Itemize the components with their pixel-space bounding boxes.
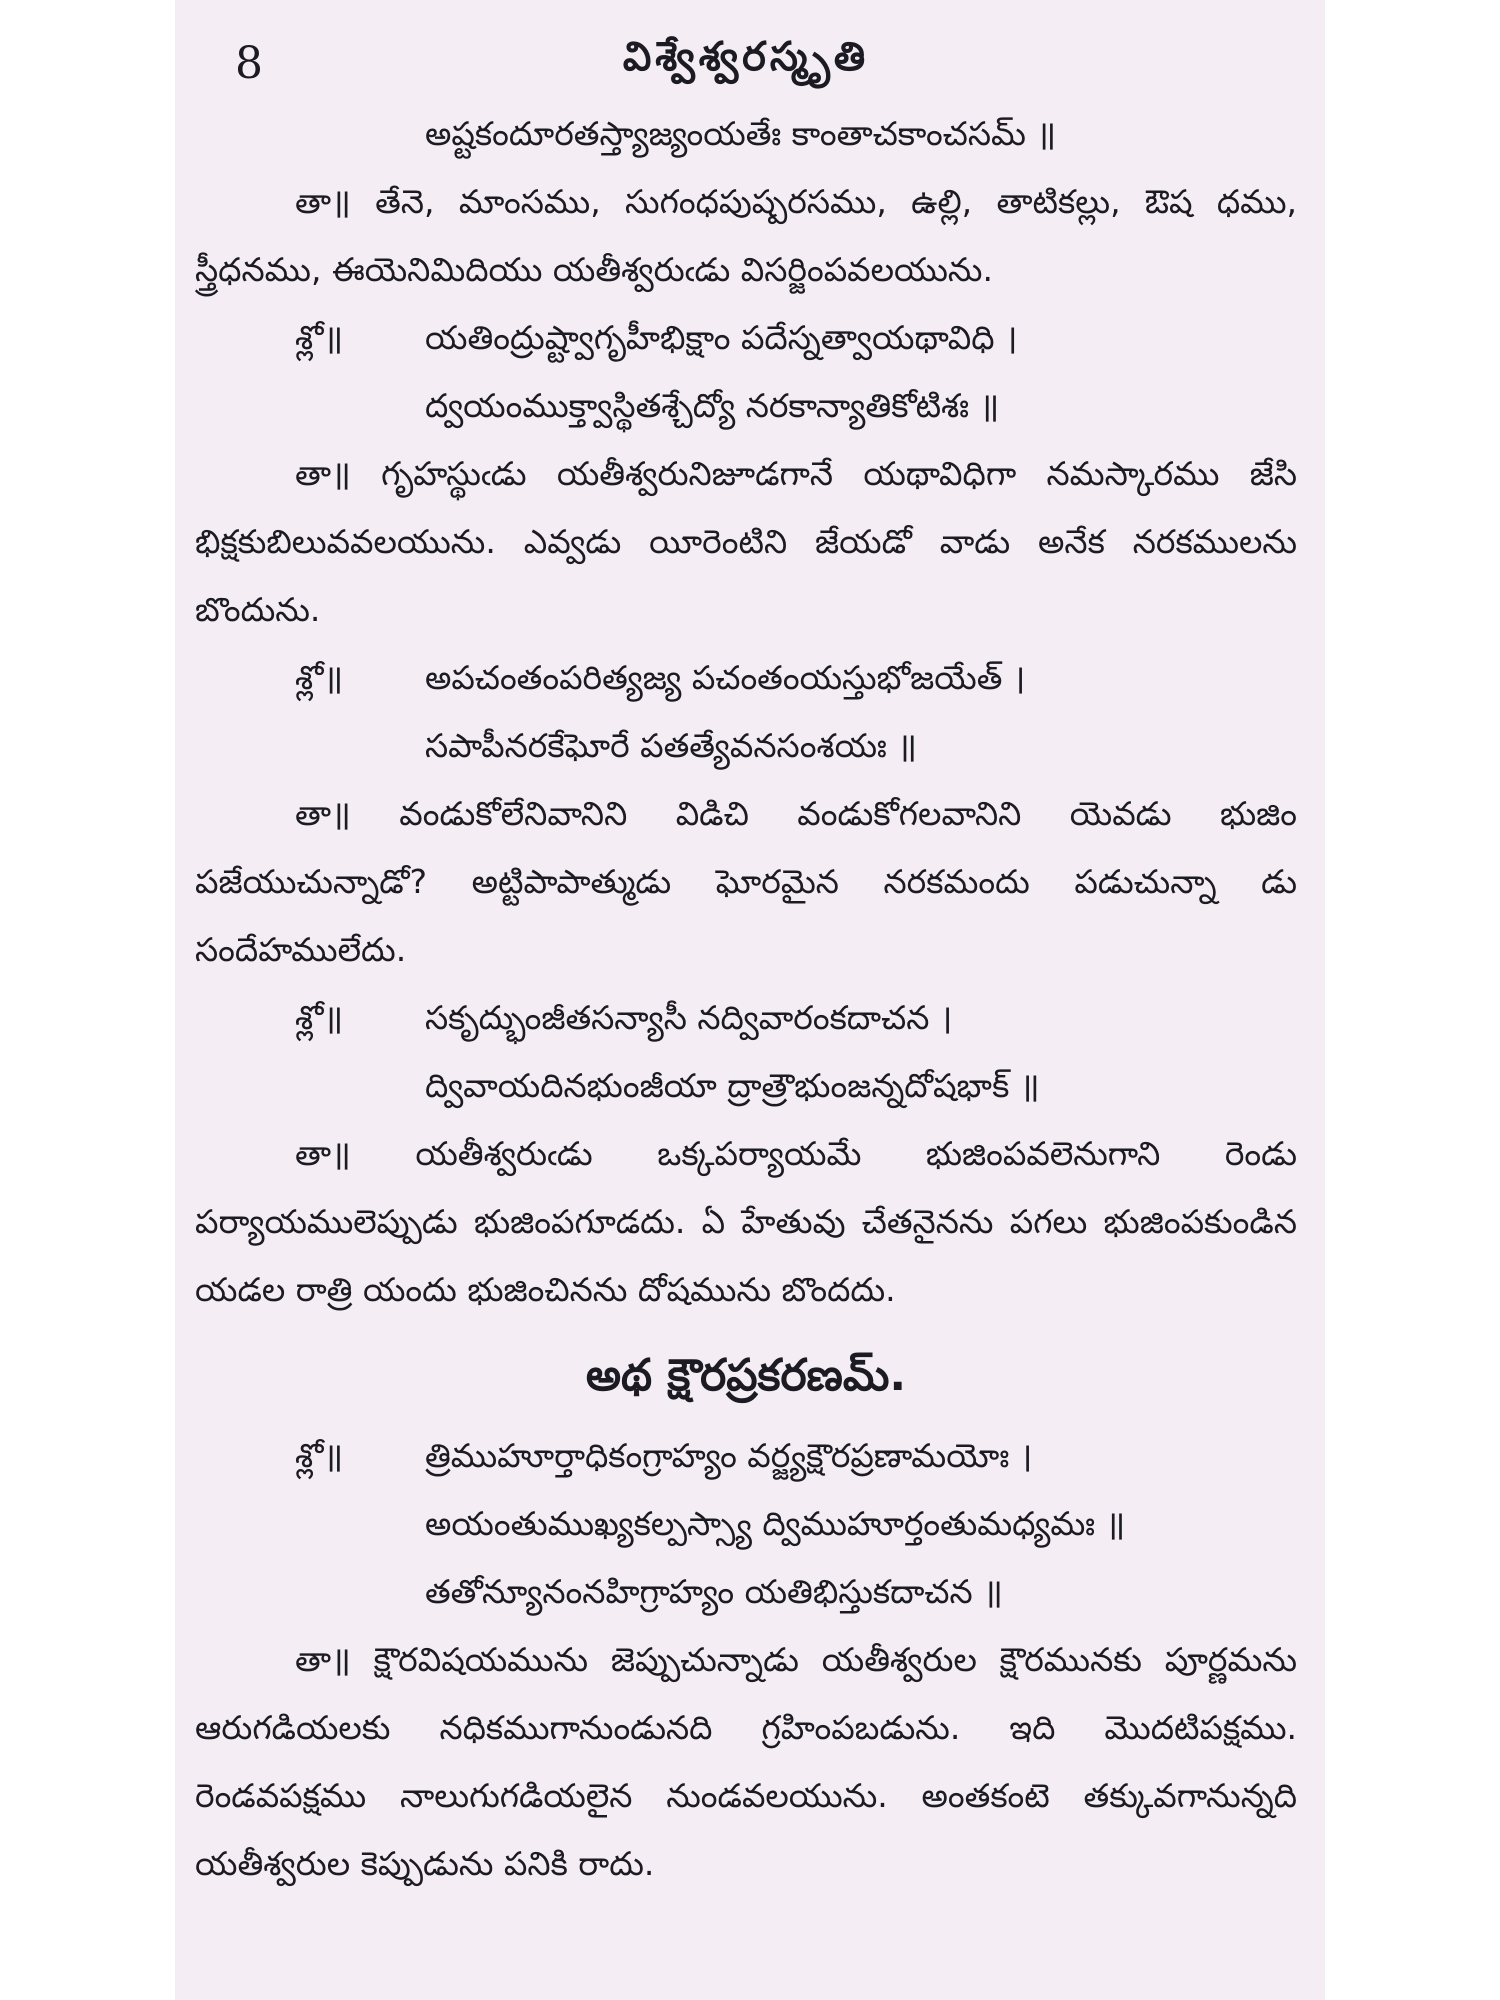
- meaning-paragraph: తా॥ క్షౌరవిషయమును జెప్పుచున్నాడు యతీశ్వరుల క్షౌరమునకు పూర్ణమను ఆరుగడియలకు నధికముగానుండునది గ్రహింపబడును. ఇది మొదటిపక్షము. రెండవపక్షము నాలుగుగడియలైన నుండవలయును. అంతకంటె తక్కువగానున్నది యతీశ్వరుల కెప్పుడును పనికి రాదు.: [195, 1640, 1297, 1883]
- sloka-line: [195, 1052, 1297, 1120]
- sloka-line: [195, 372, 1297, 440]
- sloka-block: [195, 304, 1297, 440]
- sloka-marker: శ్లో॥: [295, 318, 344, 357]
- meaning-paragraph: తా॥ వండుకోలేనివానిని విడిచి వండుకోగలవానిని యెవడు భుజిం పజేయుచున్నాడో? అట్టిపాపాత్ముడు ఘోరమైన నరకమందు పడుచున్నా డు సందేహములేదు.: [195, 794, 1297, 969]
- meaning-paragraph: తా॥ గృహస్థుఁడు యతీశ్వరునిజూడగానే యథావిధిగా నమస్కారము జేసి భిక్షకుబిలువవలయును. ఎవ్వడు యీరెంటిని జేయడో వాడు అనేక నరకములను బొందును.: [195, 454, 1297, 629]
- section-title: అథ క్షౌరప్రకరణమ్.: [585, 1350, 907, 1401]
- sloka-text: యతింద్రుష్ట్వాగృహీభిక్షాం పదేస్నత్వాయథావిధి ।: [425, 318, 1018, 357]
- sloka-block: [195, 984, 1297, 1120]
- sloka-line: [195, 712, 1297, 780]
- sloka-text: అయంతుముఖ్యకల్పస్స్యా ద్విముహూర్తంతుమధ్యమః ॥: [425, 1504, 1126, 1543]
- sloka-line: [195, 100, 1297, 168]
- sloka-block: [195, 100, 1297, 168]
- sloka-marker: శ్లో॥: [295, 1436, 344, 1475]
- meaning-paragraph: తా॥ యతీశ్వరుఁడు ఒక్కపర్యాయమే భుజింపవలెనుగాని రెండు పర్యాయములెప్పుడు భుజింపగూడదు. ఏ హేతువు చేతనైనను పగలు భుజింపకుండిన యడల రాత్రి యందు భుజించినను దోషమును బొందదు.: [195, 1134, 1297, 1309]
- sloka-text: ద్వివాయదినభుంజీయా ద్రాత్రౌభుంజన్నదోషభాక్ ॥: [425, 1066, 1040, 1105]
- page-number: 8: [235, 38, 263, 89]
- sloka-text: అపచంతంపరిత్యజ్య పచంతంయస్తుభోజయేత్ ।: [425, 658, 1026, 697]
- sloka-marker: శ్లో॥: [295, 658, 344, 697]
- sloka-line: [195, 644, 1297, 712]
- meaning-paragraph: తా॥ తేనె, మాంసము, సుగంధపుష్పరసము, ఉల్లి, తాటికల్లు, ఔష ధము, స్త్రీధనము, ఈయెనిమిదియు యతీశ్వరుఁడు విసర్జింపవలయును.: [195, 182, 1297, 289]
- running-title: విశ్వేశ్వరస్మృతి: [622, 34, 870, 80]
- sloka-text: ద్వయంముక్త్వాస్థితశ్చేద్యో నరకాన్యాతికోటిశః ॥: [425, 386, 1000, 425]
- book-page: [175, 0, 1325, 2000]
- sloka-text: తతోన్యూనంనహిగ్రాహ్యం యతిభిస్తుకదాచన ॥: [425, 1572, 1003, 1611]
- sloka-block: [195, 1422, 1297, 1626]
- sloka-line: [195, 984, 1297, 1052]
- page-body: [195, 100, 1297, 1898]
- sloka-line: [195, 1558, 1297, 1626]
- sloka-text: సపాపీనరకేఘోరే పతత్యేవనసంశయః ॥: [425, 726, 918, 765]
- sloka-marker: శ్లో॥: [295, 998, 344, 1037]
- sloka-line: [195, 304, 1297, 372]
- sloka-block: [195, 644, 1297, 780]
- page-header: [195, 0, 1297, 100]
- sloka-text: త్రిముహూర్తాధికంగ్రాహ్యం వర్జ్యక్షౌరప్రణామయోః ।: [425, 1436, 1033, 1475]
- sloka-line: [195, 1422, 1297, 1490]
- sloka-text: అష్టకందూరతస్త్యాజ్యంయతేః కాంతాచకాంచసమ్ ॥: [425, 114, 1057, 153]
- sloka-line: [195, 1490, 1297, 1558]
- sloka-text: సకృద్భుంజీతసన్యాసీ నద్వివారంకదాచన ।: [425, 998, 953, 1037]
